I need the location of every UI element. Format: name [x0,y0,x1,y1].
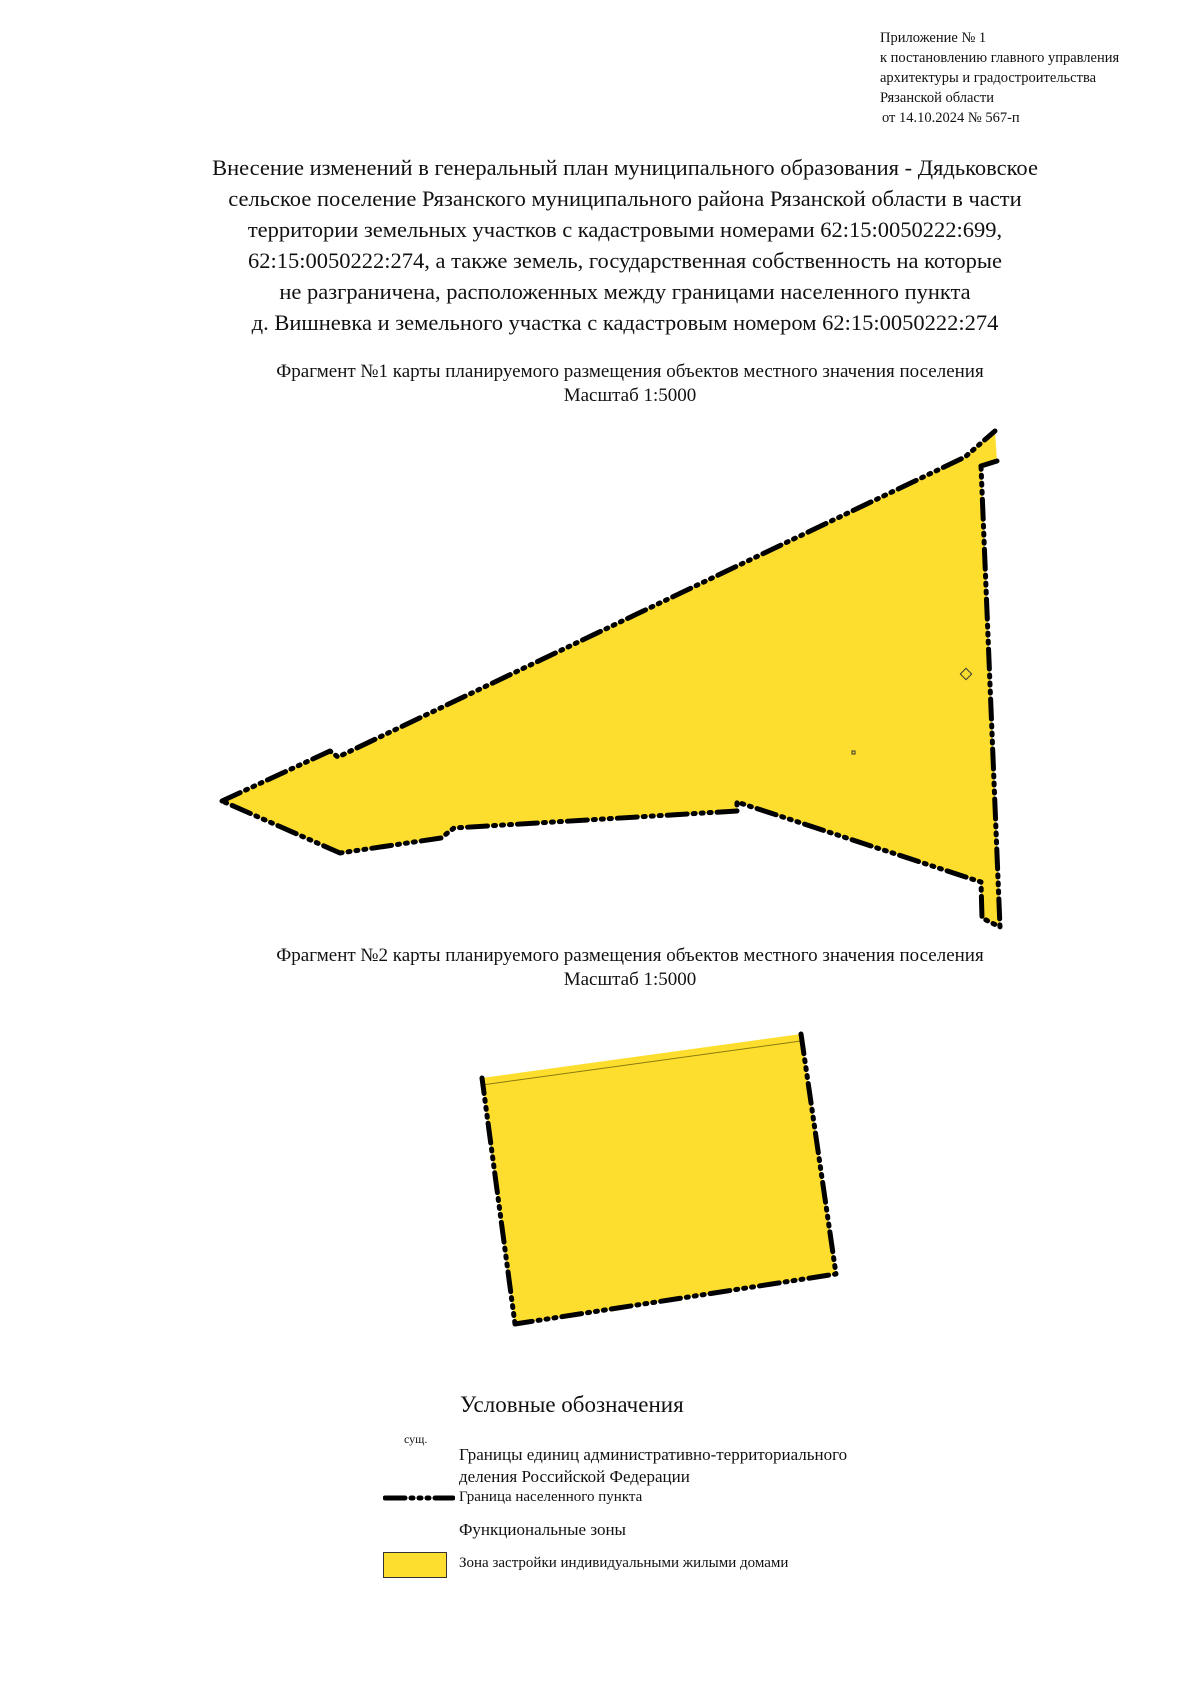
appendix-line: Приложение № 1 [880,30,987,46]
title-line: Внесение изменений в генеральный план муниципального образования - Дядьковское [212,155,1038,180]
title-line: территории земельных участков с кадастровыми номерами 62:15:0050222:699, [247,217,1003,242]
appendix-line: к постановлению главного управления [880,50,1120,66]
legend-admin-line: деления Российской Федерации [459,1467,690,1486]
legend-existing-label: сущ. [404,1432,428,1446]
title-line: 62:15:0050222:274, а также земель, государственная собственность на которые [248,248,1002,273]
appendix-line: Рязанской области [880,90,994,106]
document-title [150,152,1100,338]
fragment2-zone [482,1034,836,1324]
legend-residential-swatch [383,1552,447,1578]
fragment2-map [0,1020,1200,1350]
legend-title: Условные обозначения [460,1392,684,1417]
appendix-line: архитектуры и градостроительства [880,70,1097,86]
fragment2-heading [190,944,1070,992]
title-line: д. Вишневка и земельного участка с кадастровым номером 62:15:0050222:274 [251,310,999,335]
title-line: не разграничена, расположенных между границами населенного пункта [279,279,971,304]
legend-residential-zone-label: Зона застройки индивидуальными жилыми домами [459,1555,789,1571]
fragment1-title: Фрагмент №1 карты планируемого размещения объектов местного значения поселения [276,361,984,382]
legend-boundary-line-symbol [383,1493,455,1503]
title-line: сельское поселение Рязанского муниципального района Рязанской области в части [228,186,1022,211]
legend-admin-boundary [459,1444,847,1488]
legend-functional-zones-heading: Функциональные зоны [459,1520,626,1539]
fragment1-heading [190,360,1070,408]
fragment1-scale: Масштаб 1:5000 [563,385,697,406]
fragment2-title: Фрагмент №2 карты планируемого размещения объектов местного значения поселения [276,945,984,966]
fragment2-scale: Масштаб 1:5000 [563,969,697,990]
fragment1-map [0,420,1200,940]
appendix-block [880,28,1180,128]
appendix-date: от 14.10.2024 № 567-п [882,110,1020,126]
legend-admin-line: Границы единиц административно-территориального [459,1445,848,1464]
legend-settlement-boundary-label: Граница населенного пункта [459,1489,643,1505]
